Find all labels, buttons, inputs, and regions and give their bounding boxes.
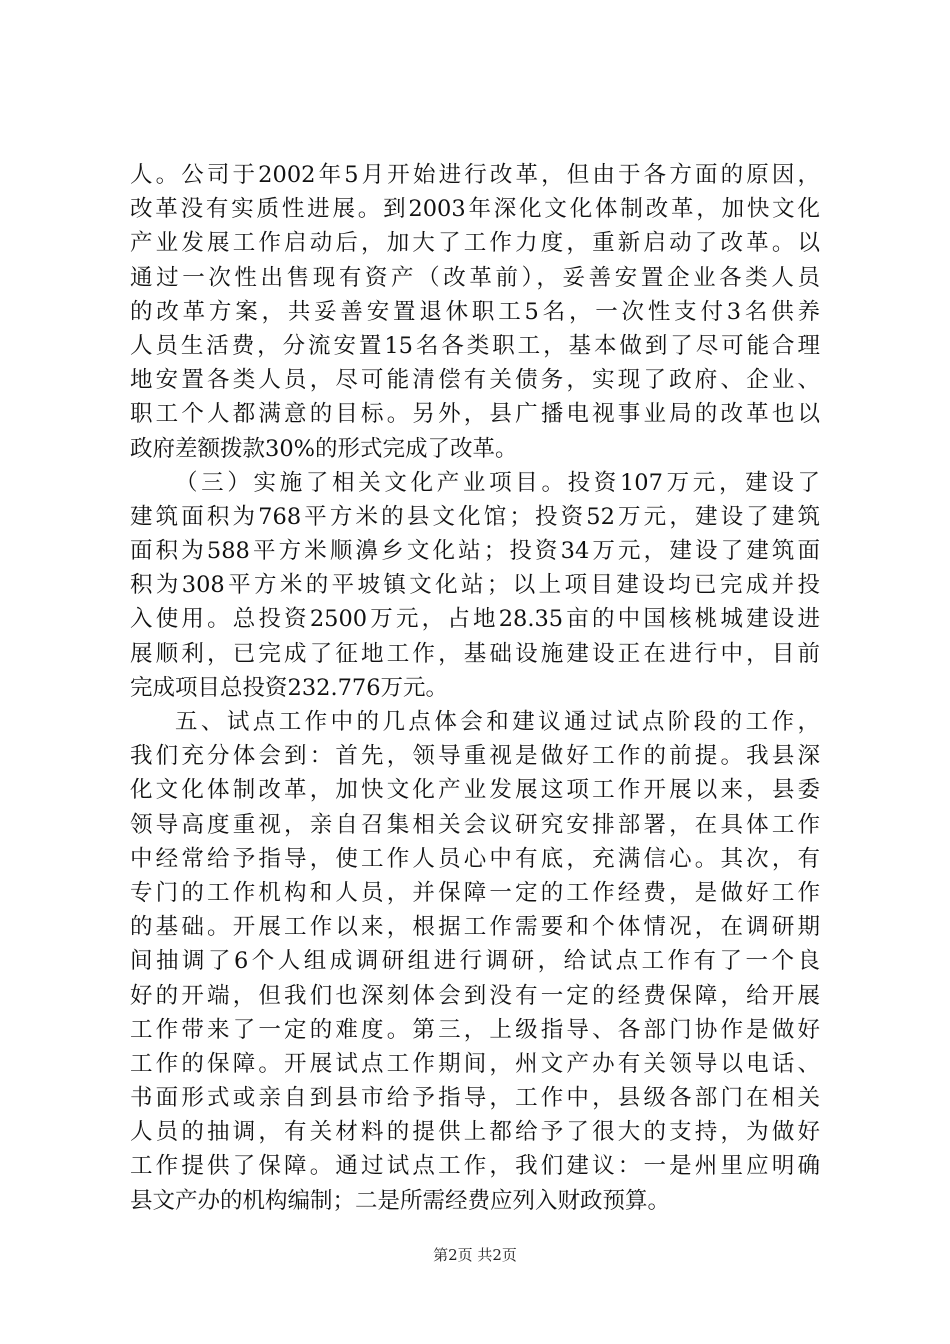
paragraph-2 [130,466,820,705]
text-line: 改革没有实质性进展。到2003年深化文化体制改革，加快文化 [130,196,820,223]
text-line: 县文产办的机构编制；二是所需经费应列入财政预算。 [130,1187,671,1214]
text-line: 专门的工作机构和人员，并保障一定的工作经费，是做好工作 [130,879,820,906]
text-line: （三）实施了相关文化产业项目。投资107万元，建设了 [175,469,820,496]
text-line: 政府差额拨款30%的形式完成了改革。 [130,435,518,462]
text-line: 领导高度重视，亲自召集相关会议研究安排部署，在具体工作 [130,811,820,838]
text-line: 我们充分体会到：首先，领导重视是做好工作的前提。我县深 [130,743,820,770]
page-number-footer: 第2页 共2页 [433,1246,517,1264]
text-line: 书面形式或亲自到县市给予指导，工作中，县级各部门在相关 [130,1085,820,1112]
text-line: 工作提供了保障。通过试点工作，我们建议：一是州里应明确 [130,1153,820,1180]
text-line: 的改革方案，共妥善安置退休职工5名，一次性支付3名供养 [130,298,820,325]
text-line: 地安置各类人员，尽可能清偿有关债务，实现了政府、企业、 [130,367,820,394]
text-line: 完成项目总投资232.776万元。 [130,674,449,701]
text-line: 的基础。开展工作以来，根据工作需要和个体情况，在调研期 [130,914,820,941]
text-line: 人。公司于2002年5月开始进行改革，但由于各方面的原因， [130,162,820,188]
text-line: 人员的抽调，有关材料的提供上都给予了很大的支持，为做好 [130,1119,820,1146]
text-line: 职工个人都满意的目标。另外，县广播电视事业局的改革也以 [130,401,820,428]
text-line: 化文化体制改革，加快文化产业发展这项工作开展以来，县委 [130,777,820,804]
document-body [130,158,820,1218]
text-line: 展顺利，已完成了征地工作，基础设施建设正在进行中，目前 [130,640,820,667]
text-line: 入使用。总投资2500万元，占地28.35亩的中国核桃城建设进 [130,606,820,633]
text-line: 中经常给予指导，使工作人员心中有底，充满信心。其次，有 [130,845,820,872]
text-line: 好的开端，但我们也深刻体会到没有一定的经费保障，给开展 [130,982,820,1009]
text-line: 通过一次性出售现有资产（改革前），妥善安置企业各类人员 [130,264,820,291]
text-line: 工作带来了一定的难度。第三，上级指导、各部门协作是做好 [130,1016,820,1043]
text-line: 产业发展工作启动后，加大了工作力度，重新启动了改革。以 [130,230,820,257]
text-line: 五、试点工作中的几点体会和建议通过试点阶段的工作， [175,709,820,735]
text-line: 积为308平方米的平坡镇文化站；以上项目建设均已完成并投 [130,572,820,599]
paragraph-3 [130,705,820,1218]
text-line: 建筑面积为768平方米的县文化馆；投资52万元，建设了建筑 [130,503,820,530]
paragraph-1 [130,158,820,466]
text-line: 工作的保障。开展试点工作期间，州文产办有关领导以电话、 [130,1050,820,1077]
text-line: 间抽调了6个人组成调研组进行调研，给试点工作有了一个良 [130,948,820,975]
text-line: 面积为588平方米顺濞乡文化站；投资34万元，建设了建筑面 [130,538,820,565]
text-line: 人员生活费，分流安置15名各类职工，基本做到了尽可能合理 [130,332,820,359]
